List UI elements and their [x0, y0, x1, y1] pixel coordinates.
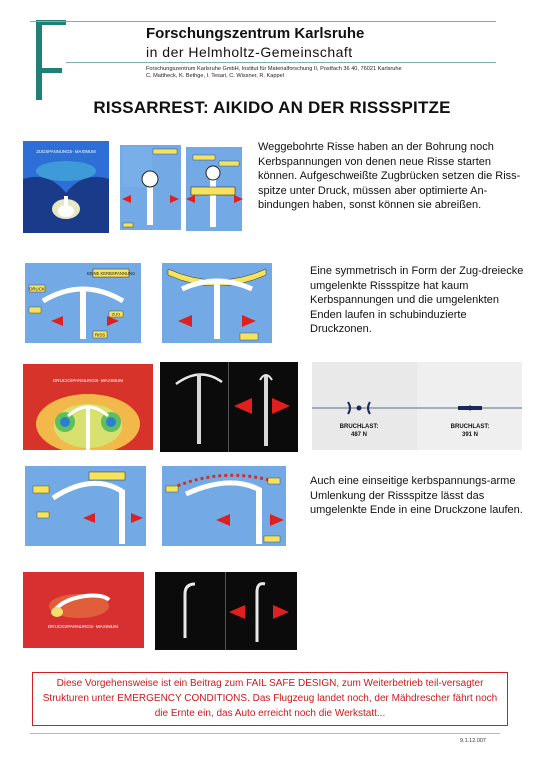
institute-logo — [36, 10, 68, 100]
address-block — [146, 66, 402, 80]
address-line: Forschungszentrum Karlsruhe GmbH, Institut für Materialforschung II, Postfach 36 40, 76021 Karlsruhe — [146, 66, 402, 72]
zug-label: ZUG — [111, 311, 121, 317]
org-subtitle: in der Helmholtz-Gemeinschaft — [146, 44, 353, 60]
sketch-bridge-welded — [183, 141, 245, 233]
photo-symmetric-cracks — [160, 362, 298, 452]
org-name: Forschungszentrum Karlsruhe — [146, 25, 365, 42]
riss-label: RISS — [94, 332, 106, 338]
sketch-symmetric-bridge — [160, 259, 274, 345]
zug-max-label: ZUGSPANNUNGS- MAXIMUM — [36, 149, 96, 154]
fail-safe-note: Diese Vorgehensweise ist ein Beitrag zum FAIL SAFE DESIGN, zum Weiterbetrieb teil-versagter Strukturen unter EMERGENCY CONDITIONS. Das Flugzeug landet noch, der Mähdrescher fährt noch die Ernte ein, das Auto erreicht noch die Werkstatt... — [32, 672, 508, 726]
fem-zug-figure — [23, 141, 109, 233]
bruchlast-left-label: BRUCHLAST: — [339, 424, 379, 430]
druck-label: DRUCK — [29, 286, 45, 292]
photo-bruchlast-test — [312, 362, 522, 450]
fem-druck-figure-2 — [23, 572, 144, 648]
druck-max-label-1: DRUCKSPANNUNGS- MAXIMUM — [52, 378, 124, 383]
section-3-text: Auch eine einseitige kerbspannungs-arme Umlenkung der Rissspitze lässt das umgelenkte Ende in eine Druckzone laufen. — [310, 475, 523, 517]
header-rule-top — [30, 21, 496, 22]
bruchlast-right-label: BRUCHLAST: — [450, 424, 490, 430]
druck-max-label-2: DRUCKSPANNUNGS- MAXIMUM — [47, 624, 119, 629]
keine-kerb-label: KEINE KERBSPANNUNG — [86, 271, 136, 276]
photo-onesided-cracks — [155, 572, 297, 650]
bruchlast-right-value: 391 N — [461, 432, 479, 438]
authors-line: C. Mattheck, K. Bethge, I. Tesari, C. Wissner, R. Kappel — [146, 73, 284, 79]
page-title: RISSARREST: AIKIDO AN DER RISSSPITZE — [93, 98, 451, 117]
date-stamp: 9.1.12.007 — [460, 738, 486, 744]
bruchlast-left-value: 487 N — [350, 432, 368, 438]
section-2-text: Eine symmetrisch in Form der Zug-dreiecke umgelenkte Rissspitze hat kaum Kerbspannungen und die umgelenkten Enden laufen in schubinduzierte Druckzonen. — [310, 265, 524, 336]
section-1-text: Weggebohrte Risse haben an der Bohrung noch Kerbspannungen von denen neue Risse starten können. Aufgeschweißte Zugbrücken setzen die Riss-spitze unter Druck, müssen aber optimierte An-bindungen haben, sonst können sie abreißen. — [258, 141, 521, 212]
sketch-symmetric-curve — [23, 259, 143, 345]
sketch-onesided-curve — [23, 462, 148, 548]
sketch-drilled-crack — [117, 141, 184, 233]
footer-rule — [30, 733, 500, 734]
sketch-onesided-bridge — [160, 462, 288, 548]
header-rule-mid — [66, 62, 496, 63]
fem-druck-figure-1 — [23, 364, 153, 450]
